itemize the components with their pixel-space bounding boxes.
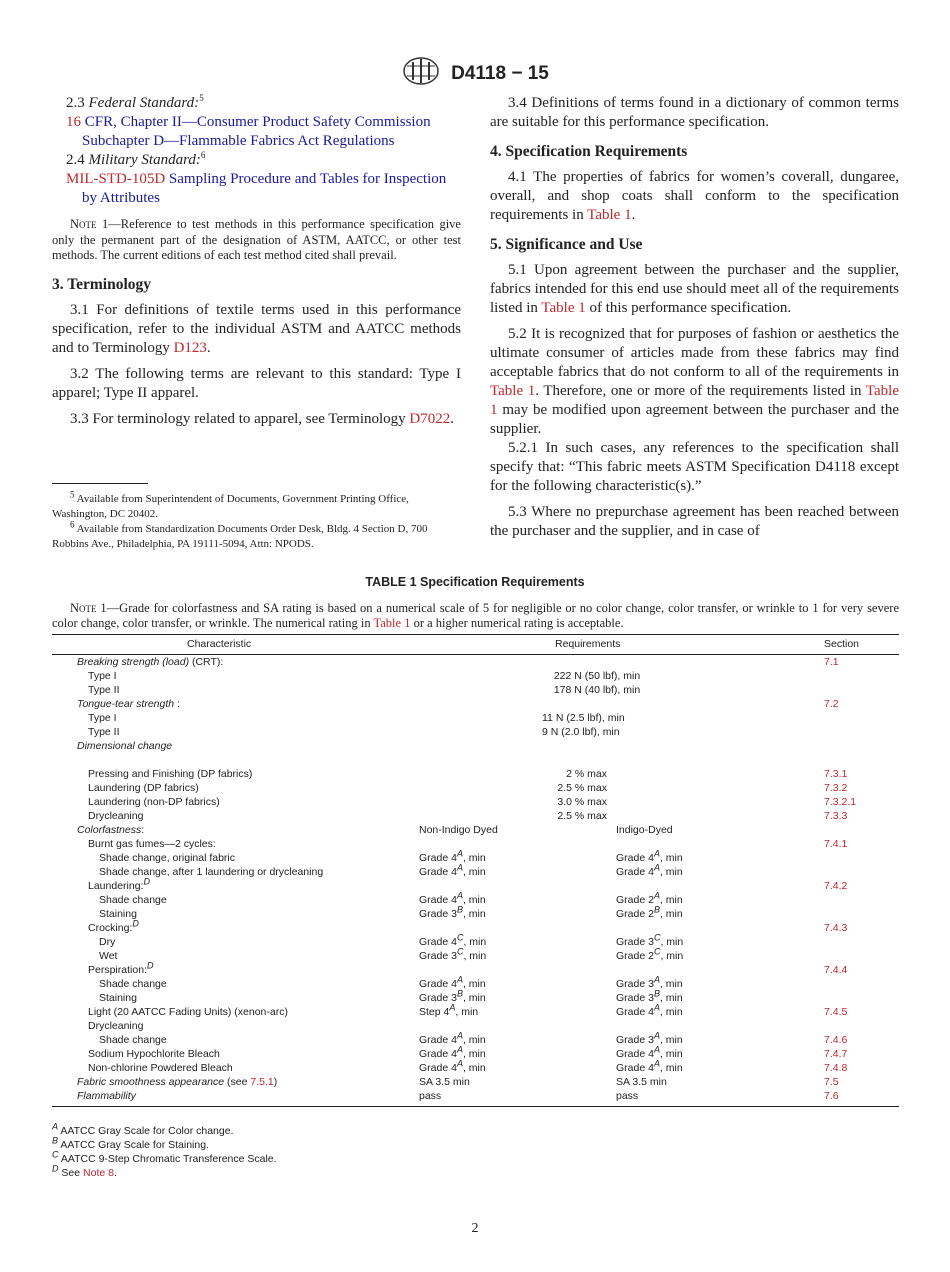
para-3-2: 3.2 The following terms are relevant to this standard: Type I apparel; Type II apparel.	[52, 365, 461, 401]
ref-16-cfr[interactable]: 16 CFR, Chapter II—Consumer Product Safety Commission Subchapter D—Flammable Fabrics Act Regulations	[66, 114, 431, 149]
footnote-5: $^5$ Available from Superintendent of Documents, Government Printing Office, Washington, DC 20402.	[52, 489, 409, 520]
table-row: Pressing and Finishing (DP fabrics) 2 % max 7.3.1	[88, 768, 848, 780]
link-table-1[interactable]: Table 1	[490, 383, 536, 399]
table-row: Light (20 AATCC Fading Units) (xenon-arc) Step $4^A$, min Grade $4^A$, min 7.4.5	[88, 1002, 848, 1018]
section-4-heading: 4. Specification Requirements	[490, 143, 688, 160]
table-title: TABLE 1 Specification Requirements	[365, 575, 585, 589]
link-table-1[interactable]: Table 1	[373, 616, 411, 630]
link-d123[interactable]: D123	[173, 339, 207, 356]
table-row: Perspiration:$^D$ 7.4.4	[88, 960, 848, 976]
para-5-3: 5.3 Where no prepurchase agreement has been reached between the purchaser and the supplier, and in case of	[490, 504, 899, 539]
link-table-1[interactable]: Table 1	[490, 383, 899, 418]
table-row: Tongue-tear strength : 7.2	[77, 698, 839, 710]
para-3-1: 3.1 For definitions of textile terms used in this performance specification, refer to the individual ASTM and AATCC methods and to Terminology D123.	[52, 301, 461, 356]
footnote-rule	[52, 483, 148, 484]
para-4-1: 4.1 The properties of fabrics for women’s coverall, dungaree, overall, and shop coats shall conform to the specification requirements in Table 1.	[490, 169, 899, 223]
table-row: Type I 222 N (50 lbf), min	[88, 670, 641, 682]
table-footnote-d: $^D$ See Note 8.	[52, 1163, 117, 1179]
para-5-2-1: 5.2.1 In such cases, any references to the specification shall specify that: “This fabric meets ASTM Specification D4118 except for the following characteristic(s).”	[490, 440, 899, 494]
table-row: Shade change, after 1 laundering or drycleaning Grade $4^A$, min Grade $4^A$, min	[99, 862, 683, 878]
table-footnotes	[52, 1121, 277, 1180]
table-note: Note 1—Grade for colorfastness and SA rating is based on a numerical scale of 5 for negligible or no color change, color transfer, or wrinkle to 1 for very severe color change, color transfer, or wrinkle. The numerical rating in Table 1 or a higher numerical rating is acceptable.	[52, 601, 899, 630]
table-row: Shade change Grade $4^A$, min Grade $2^A$, min	[99, 890, 683, 906]
astm-logo-icon	[401, 56, 441, 91]
table-row: Burnt gas fumes—2 cycles: 7.4.1	[88, 838, 848, 850]
note-1: Note 1—Reference to test methods in this performance specification give only the permanent part of the designation of ASTM, AATCC, or other test methods. The current editions of each test method cited shall prevail.	[52, 217, 461, 262]
footnote-6: $^6$ Available from Standardization Documents Order Desk, Bldg. 4 Section D, 700 Robbins Ave., Philadelphia, PA 19111-5094, Attn: NPODS.	[52, 519, 428, 550]
col-requirements: Requirements	[555, 638, 621, 650]
para-5-1: 5.1 Upon agreement between the purchaser and the supplier, fabrics intended for this end use should meet all of the requirements listed in Table 1 of this performance specification.	[490, 262, 899, 316]
page-header	[0, 56, 950, 86]
table-row: Sodium Hypochlorite Bleach Grade $4^A$, min Grade $4^A$, min 7.4.7	[88, 1044, 848, 1060]
table-row: Flammability pass pass 7.6	[77, 1090, 839, 1102]
table-header-row	[52, 635, 899, 655]
designation: D4118 − 15	[451, 62, 549, 84]
link-table-1[interactable]: Table 1	[587, 207, 632, 223]
table-row: Drycleaning 2.5 % max 7.3.3	[88, 810, 848, 822]
link-note-8[interactable]: Note 8	[83, 1167, 114, 1179]
footnotes	[52, 489, 461, 552]
table-row: Shade change Grade $4^A$, min Grade $3^A$, min	[99, 974, 683, 990]
table-row: Type I 11 N (2.5 lbf), min	[88, 712, 625, 724]
page-number: 2	[471, 1221, 479, 1236]
left-column	[52, 94, 461, 429]
para-3-4: 3.4 Definitions of terms found in a dictionary of common terms are suitable for this performance specification.	[490, 95, 899, 130]
table-row: Dry Grade $4^C$, min Grade $3^C$, min	[99, 932, 684, 948]
table-row: Staining Grade $3^B$, min Grade $2^B$, min	[99, 904, 683, 920]
table-row: Wet Grade $3^C$, min Grade $2^C$, min	[99, 946, 684, 962]
section-2-3: 2.3 Federal Standard:$^5$	[66, 93, 204, 111]
table-row: Drycleaning	[88, 1020, 144, 1032]
para-3-3: 3.3 For terminology related to apparel, see Terminology D7022.	[70, 410, 455, 427]
right-column	[490, 94, 899, 541]
table-footnote-b: $^B$ AATCC Gray Scale for Staining.	[52, 1135, 209, 1151]
table-row: Staining Grade $3^B$, min Grade $3^B$, min	[99, 988, 683, 1004]
table-row: Breaking strength (load) (CRT): 7.1	[77, 656, 839, 668]
table-row: Colorfastness: Non-Indigo Dyed Indigo-Dyed	[77, 824, 673, 836]
col-section: Section	[824, 638, 860, 650]
section-3-heading: 3. Terminology	[52, 275, 152, 293]
link-table-1[interactable]: Table 1	[541, 300, 586, 316]
table-row: Dimensional change	[77, 740, 173, 752]
para-5-2: 5.2 It is recognized that for purposes of fashion or aesthetics the ultimate consumer of articles made from these fabrics may find acceptable fabrics that do not conform to all of the requirements in Table 1. Therefore, one or more of the requirements listed in Table 1 may be modified upon agreement between the purchaser and the supplier.	[490, 326, 900, 437]
section-2-4: 2.4 Military Standard:$^6$	[66, 150, 206, 168]
table-row: Laundering:$^D$ 7.4.2	[88, 876, 848, 892]
table-row: Laundering (DP fabrics) 2.5 % max 7.3.2	[88, 782, 848, 794]
section-5-heading: 5. Significance and Use	[490, 236, 643, 253]
col-characteristic: Characteristic	[187, 638, 252, 650]
table-row: Shade change Grade $4^A$, min Grade $3^A$, min 7.4.6	[99, 1030, 848, 1046]
link-d7022[interactable]: D7022	[409, 410, 451, 427]
ref-mil-std[interactable]: MIL-STD-105D Sampling Procedure and Tables for Inspection by Attributes	[66, 171, 447, 206]
table-row: Shade change, original fabric Grade $4^A$, min Grade $4^A$, min	[99, 848, 683, 864]
table-footnote-c: $^C$ AATCC 9-Step Chromatic Transference Scale.	[52, 1149, 277, 1165]
table-row: Fabric smoothness appearance (see 7.5.1) SA 3.5 min SA 3.5 min 7.5	[77, 1076, 839, 1088]
table-footnote-a: $^A$ AATCC Gray Scale for Color change.	[52, 1121, 234, 1137]
table-row: Non-chlorine Powdered Bleach Grade $4^A$, min Grade $4^A$, min 7.4.8	[88, 1058, 848, 1074]
table-row: Crocking:$^D$ 7.4.3	[88, 918, 848, 934]
table-row: Type II 178 N (40 lbf), min	[88, 684, 641, 696]
table-row: Type II 9 N (2.0 lbf), min	[88, 726, 620, 738]
spec-table	[52, 634, 899, 1107]
table-row: Laundering (non-DP fabrics) 3.0 % max 7.3.2.1	[88, 796, 857, 808]
